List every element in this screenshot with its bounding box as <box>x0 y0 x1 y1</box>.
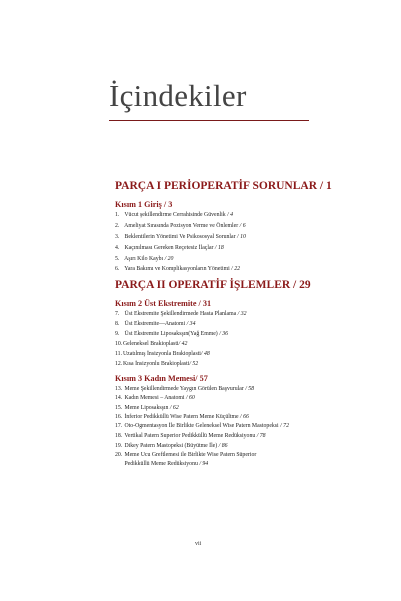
toc-entry: 15. Meme Liposaksşın / 62 <box>115 405 179 411</box>
toc-entry: 17. Oto-Ogmentasyon İle Birlikte Geleneksel Wise Patern Mastopeksi / 72 <box>115 423 289 429</box>
toc-entry: 2. Ameliyat Sırasında Pozisyon Verme ve Önlemler / 6 <box>115 223 246 229</box>
part-heading-1: PARÇA I PERİOPERATİF SORUNLAR / 1 <box>115 180 332 192</box>
toc-entry: 20. Meme Ucu Greftlemesi ile Birlikte Wise Patern Süperior <box>115 452 257 458</box>
title-underline <box>109 120 309 121</box>
toc-entry: 9. Üst Ekstremite Liposaksşın(Yağ Emme) / 36 <box>115 331 229 337</box>
toc-entry: 8. Üst Ekstremite—Anatomi / 34 <box>115 321 196 327</box>
toc-entry: 1. Vücut şekillendirme Cerrahisinde Güvenlik / 4 <box>115 212 234 218</box>
toc-entry: 18. Vertikal Patern Superior Pedikküllü Meme Redüksiyonu / 78 <box>115 433 266 439</box>
toc-entry: 13. Meme Şekillendirmede Yaygın Görülen Başvurular / 58 <box>115 386 255 392</box>
toc-entry: 11.Uzatılmış İnsizyonla Brakioplasti/ 48 <box>115 351 210 357</box>
toc-entry: 12.Kısa İnsizyonlu Brakioplasti/ 52 <box>115 361 199 367</box>
page-number: vii <box>195 541 202 547</box>
toc-entry: 16. İnferior Pedikküllü Wise Patern Meme Küçültme / 66 <box>115 414 249 420</box>
toc-entry: Pedikküllü Meme Redüksiyonu / 94 <box>124 461 209 467</box>
section-heading-1: Kısım 1 Giriş / 3 <box>115 200 173 209</box>
toc-entry: 10.Geleneksel Brakioplasti/ 42 <box>115 341 188 347</box>
toc-entry: 6. Yara Bakımı ve Komplikasyonların Yönetimi / 22 <box>115 266 241 272</box>
part-heading-2: PARÇA II OPERATİF İŞLEMLER / 29 <box>115 279 311 291</box>
toc-entry: 14. Kadın Memesi – Anatomi / 60 <box>115 395 195 401</box>
section-heading-3: Kısım 3 Kadın Memesi/ 57 <box>115 374 208 383</box>
page-title: İçindekiler <box>109 78 247 113</box>
toc-entry: 19. Dikey Patern Mastopeksi (Büyütme İle) / 86 <box>115 443 228 449</box>
toc-entry: 4. Kaçınılması Gereken Reçetesiz İlaçlar / 18 <box>115 245 224 251</box>
section-heading-2: Kısım 2 Üst Ekstremite / 31 <box>115 299 212 308</box>
toc-entry: 7. Üst Ekstremite Şekillendirmede Hasta Planlama / 32 <box>115 311 247 317</box>
toc-entry: 3. Beklentilerin Yönetimi Ve Psikososyal Sorunlar / 10 <box>115 234 246 240</box>
toc-entry: 5. Aşırı Kilo Kaybı / 20 <box>115 256 174 262</box>
